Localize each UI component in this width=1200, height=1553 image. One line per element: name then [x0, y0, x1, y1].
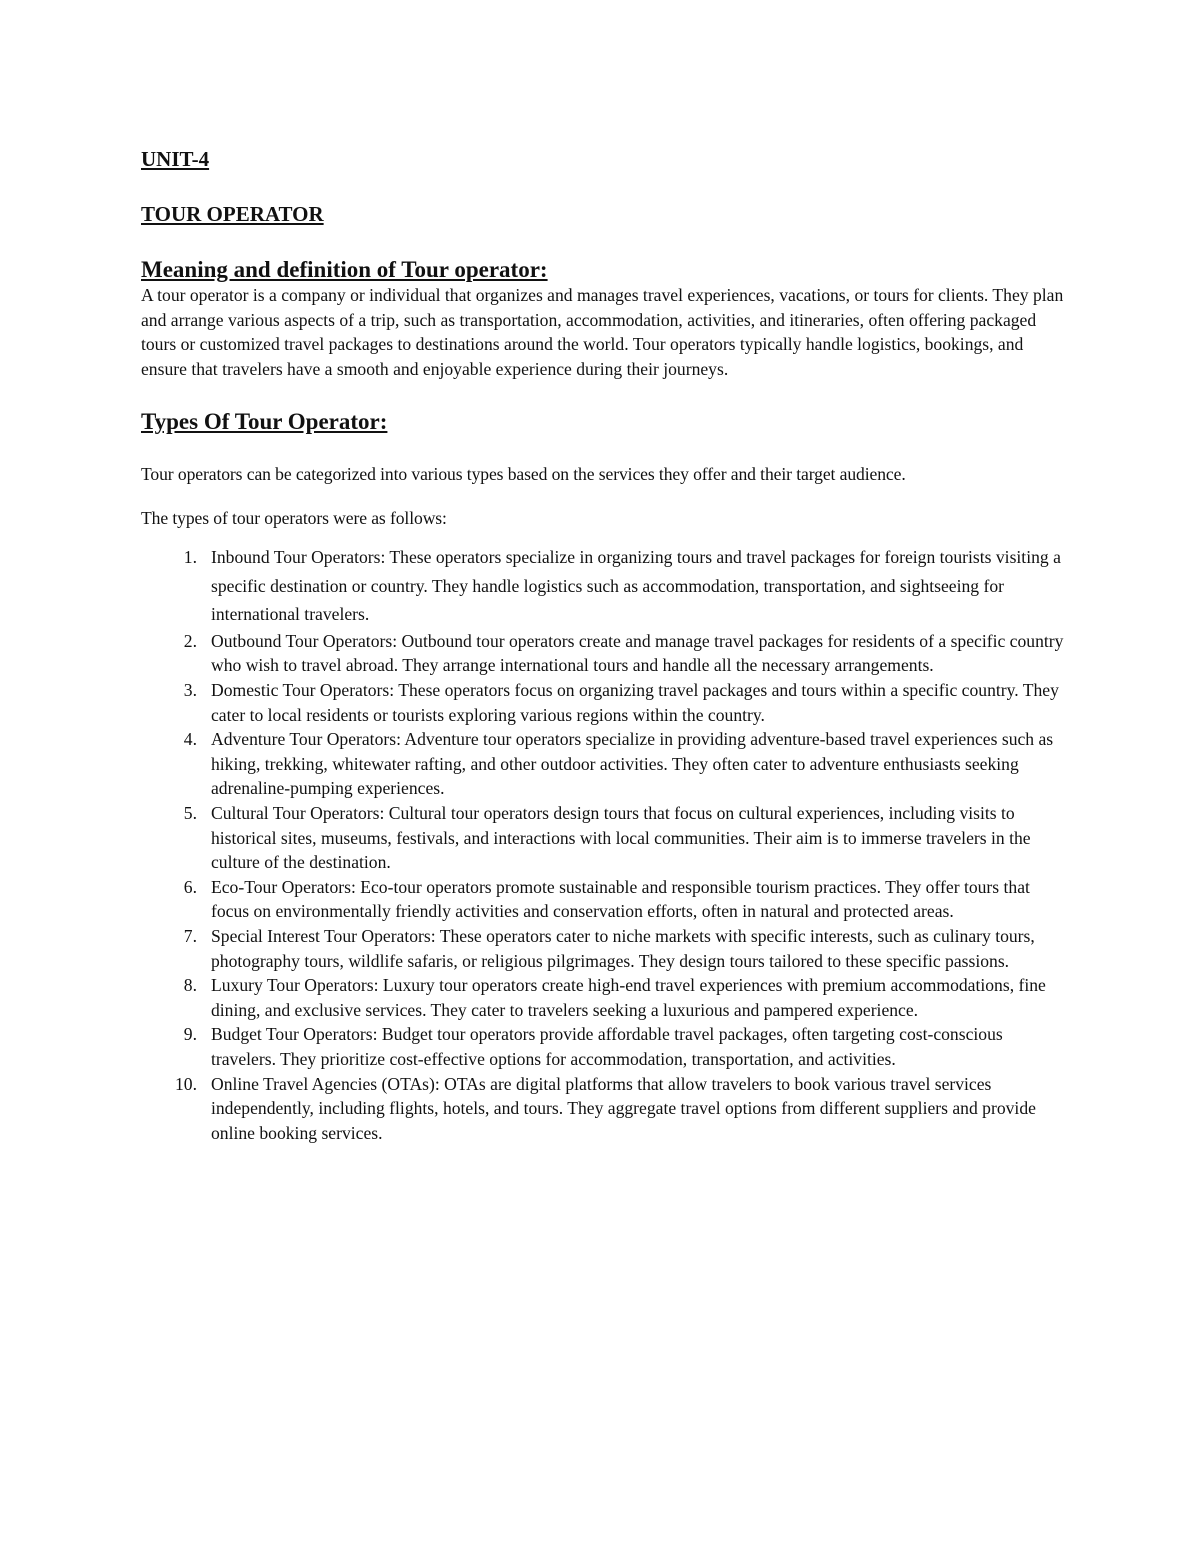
list-item	[141, 1072, 1066, 1146]
list-item-number: 1.	[183, 547, 197, 568]
list-item-text: Special Interest Tour Operators: These operators cater to niche markets with specific interests, such as culinary tours, photography tours, wildlife safaris, or religious pilgrimages. They design tours tailored to these specific passions.	[211, 926, 1035, 971]
list-item-number: 5.	[183, 803, 197, 824]
list-item	[141, 543, 1066, 629]
list-item-text: Adventure Tour Operators: Adventure tour operators specialize in providing adventure-based travel experiences such as hiking, trekking, whitewater rafting, and other outdoor activities. They often cater to adventure enthusiasts seeking adrenaline-pumping experiences.	[211, 729, 1054, 799]
list-item	[141, 973, 1066, 1022]
list-item-number: 4.	[183, 729, 197, 750]
document-body	[141, 146, 1066, 1145]
list-item-number: 6.	[183, 876, 197, 897]
list-item-text: Outbound Tour Operators: Outbound tour operators create and manage travel packages for residents of a specific country who wish to travel abroad. They arrange international tours and handle all the necessary arrangements.	[211, 630, 1064, 676]
list-item-number: 8.	[183, 975, 197, 996]
list-item-text: Domestic Tour Operators: These operators focus on organizing travel packages and tours within a specific country. They cater to local residents or tourists exploring various regions within the country.	[211, 680, 1059, 725]
list-item-number: 10.	[175, 1073, 197, 1094]
list-item	[141, 875, 1066, 924]
list-item	[141, 1022, 1066, 1071]
list-item	[141, 629, 1066, 678]
list-item	[141, 801, 1066, 875]
types-list	[141, 543, 1066, 1145]
types-lead-paragraph: The types of tour operators were as follows:	[141, 507, 447, 528]
list-item-text: Online Travel Agencies (OTAs): OTAs are digital platforms that allow travelers to book various travel services independently, including flights, hotels, and tours. They aggregate travel options from different suppliers and provide online booking services.	[211, 1073, 1036, 1143]
types-intro-paragraph: Tour operators can be categorized into various types based on the services they offer and their target audience.	[141, 464, 906, 485]
list-item-number: 7.	[183, 926, 197, 946]
meaning-paragraph: A tour operator is a company or individual that organizes and manages travel experiences, vacations, or tours for clients. They plan and arrange various aspects of a trip, such as transportation, accommodation, activities, and itineraries, often offering packaged tours or customized travel packages to destinations around the world. Tour operators typically handle logistics, bookings, and ensure that travelers have a smooth and enjoyable experience during their journeys.	[141, 285, 1064, 379]
list-item-number: 3.	[183, 680, 197, 701]
unit-heading: UNIT-4	[141, 147, 210, 171]
list-item-text: Eco-Tour Operators: Eco-tour operators promote sustainable and responsible tourism practices. They offer tours that focus on environmentally friendly activities and conservation efforts, often in natural and protected areas.	[211, 876, 1030, 922]
types-heading: Types Of Tour Operator:	[141, 409, 388, 435]
page-title: TOUR OPERATOR	[141, 202, 324, 226]
list-item-text: Inbound Tour Operators: These operators specialize in organizing tours and travel packages for foreign tourists visiting a specific destination or country. They handle logistics such as accommodation, transportation, and sightseeing for international travelers.	[211, 547, 1061, 625]
list-item-text: Luxury Tour Operators: Luxury tour operators create high-end travel experiences with premium accommodations, fine dining, and exclusive services. They cater to travelers seeking a luxurious and pampered experience.	[211, 975, 1046, 1020]
list-item-text: Budget Tour Operators: Budget tour operators provide affordable travel packages, often targeting cost-conscious travelers. They prioritize cost-effective options for accommodation, transportation, and activities.	[211, 1024, 1003, 1069]
list-item	[141, 727, 1066, 801]
list-item-number: 2.	[183, 630, 197, 651]
meaning-heading: Meaning and definition of Tour operator:	[141, 257, 548, 282]
list-item	[141, 678, 1066, 727]
list-item-number: 9.	[183, 1024, 197, 1045]
list-item-text: Cultural Tour Operators: Cultural tour operators design tours that focus on cultural experiences, including visits to historical sites, museums, festivals, and interactions with local communities. Their aim is to immerse travelers in the culture of the destination.	[211, 803, 1031, 873]
list-item	[141, 924, 1066, 973]
